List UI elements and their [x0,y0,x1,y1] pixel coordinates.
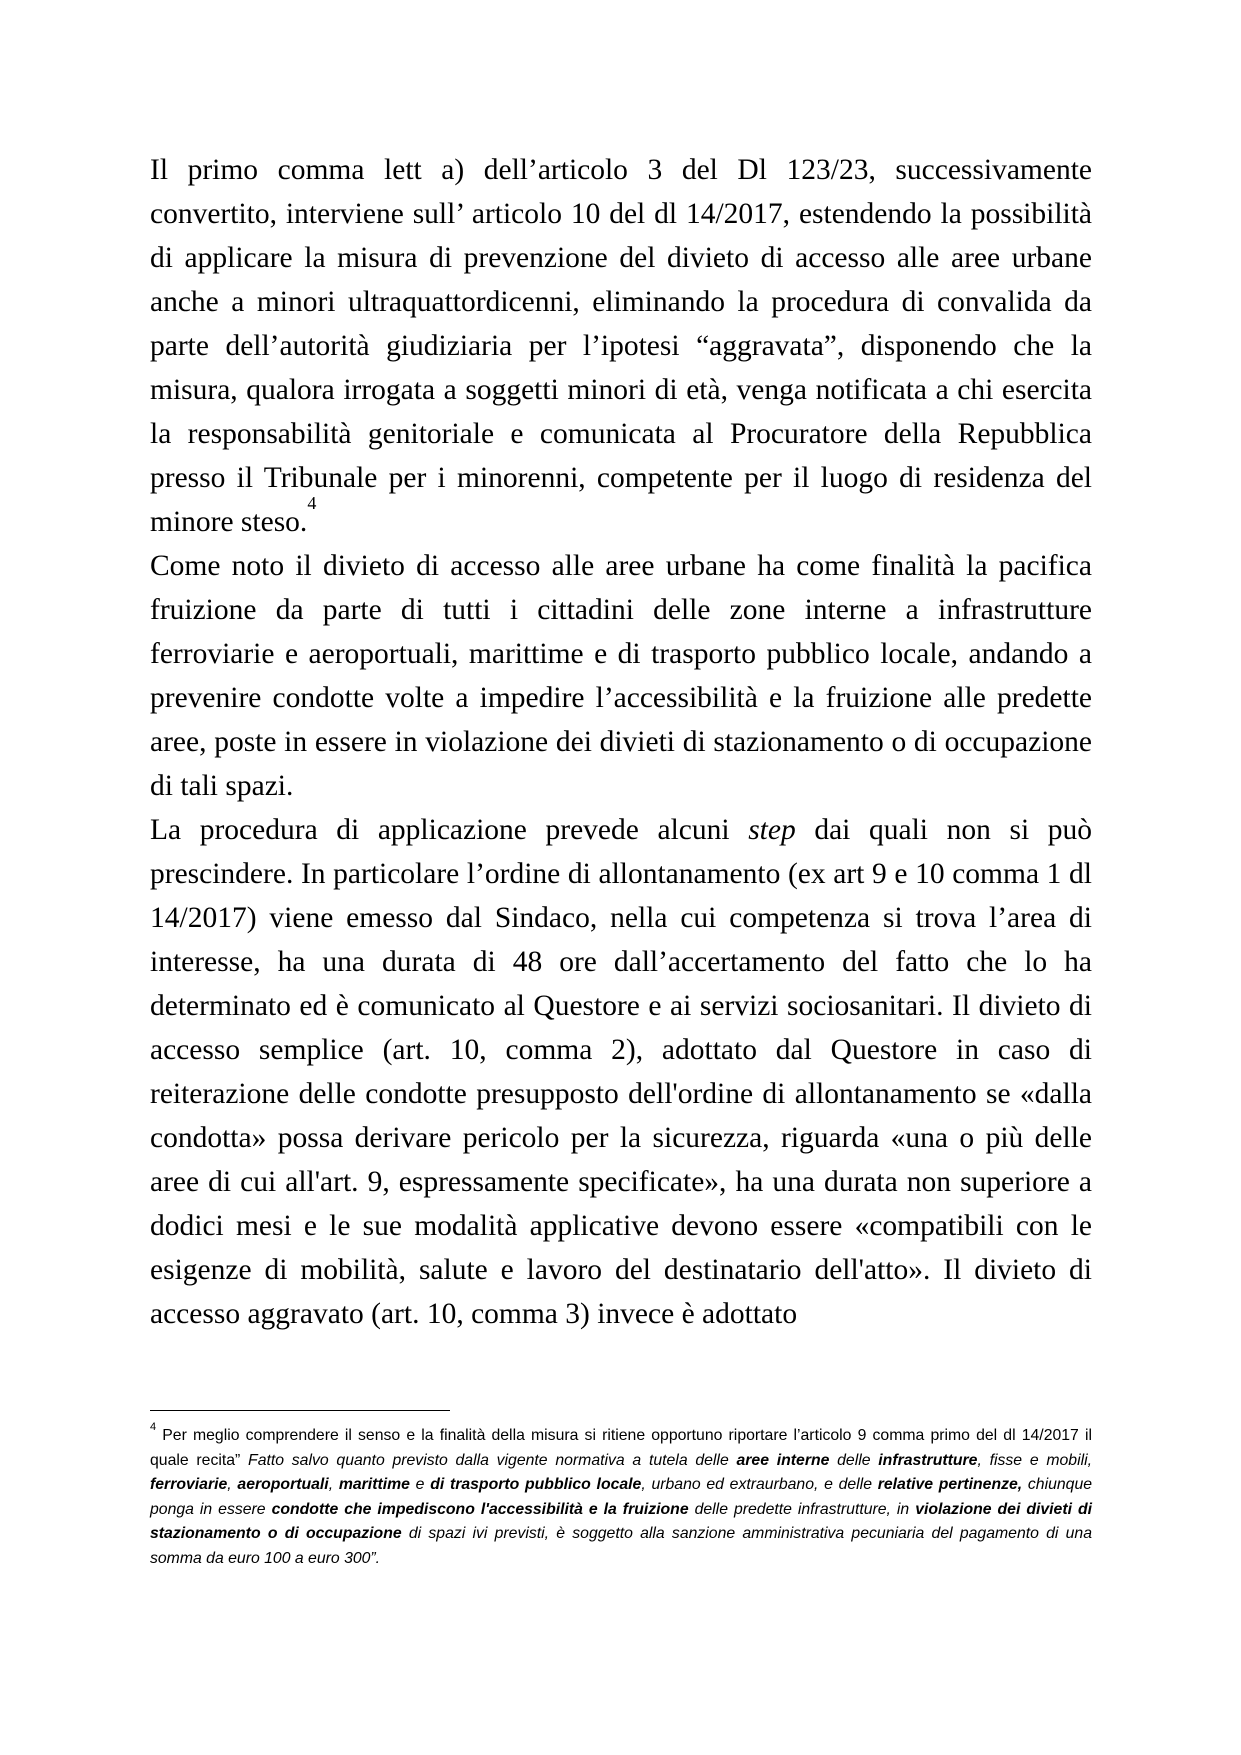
footnote-number: 4 [150,1421,157,1433]
paragraph-2: Come noto il divieto di accesso alle aree urbane ha come finalità la pacifica fruizione da parte di tutti i cittadini delle zone interne a infrastrutture ferroviarie e aeroportuali, marittime e di trasporto pubblico locale, andando a prevenire condotte volte a impedire l’accessibilità e la fruizione alle predette aree, poste in essere in violazione dei divieti di stazionamento o di occupazione di tali spazi. [150,550,1092,802]
footnote-separator [150,1410,450,1411]
paragraph-3-text-a: La procedura di applicazione prevede alcuni [150,814,749,846]
paragraph-3-step: step [748,814,796,846]
body-text [150,148,1092,1336]
footnote-intro: Per meglio comprendere il senso e la finalità della misura si ritiene opportuno riportare l’articolo 9 comma primo del dl 14/2017 il quale recita” [150,1427,1092,1469]
paragraph-1-text: Il primo comma lett a) dell’articolo 3 del Dl 123/23, successivamente convertito, interviene sull’ articolo 10 del dl 14/2017, estendendo la possibilità di applicare la misura di prevenzione del divieto di accesso alle aree urbane anche a minori ultraquattordicenni, eliminando la procedura di convalida da parte dell’autorità giudiziaria per l’ipotesi “aggravata”, disponendo che la misura, qualora irrogata a soggetti minori di età, venga notificata a chi esercita la responsabilità genitoriale e comunicata al Procuratore della Repubblica presso il Tribunale per i minorenni, competente per il luogo di residenza del minore steso. [150,154,1092,538]
paragraph-3-text-b: dai quali non si può prescindere. In particolare l’ordine di allontanamento (ex art 9 e 10 comma 1 dl 14/2017) viene emesso dal Sindaco, nella cui competenza si trova l’area di interesse, ha una durata di 48 ore dall’accertamento del fatto che lo ha determinato ed è comunicato al Questore e ai servizi sociosanitari. Il divieto di accesso semplice (art. 10, comma 2), adottato dal Questore in caso di reiterazione delle condotte presupposto dell'ordine di allontanamento se «dalla condotta» possa derivare pericolo per la sicurezza, riguarda «una o più delle aree di cui all'art. 9, espressamente specificate», ha una durata non superiore a dodici mesi e le sue modalità applicative devono essere «compatibili con le esigenze di mobilità, salute e lavoro del destinatario dell'atto». Il divieto di accesso aggravato (art. 10, comma 3) invece è adottato [150,814,1093,1330]
footnote [150,1421,1093,1571]
footnote-reference[interactable]: 4 [307,493,317,513]
paragraph-3 [150,808,1092,1336]
footnote-quote: Fatto salvo quanto previsto dalla vigente normativa a tutela delle aree interne delle infrastrutture, fisse e mobili, ferroviarie, aeroportuali, marittime e di trasporto pubblico locale, urbano ed extraurbano, e delle relative pertinenze, chiunque ponga in essere condotte che impediscono l'accessibilità e la fruizione delle predette infrastrutture, in violazione dei divieti di stazionamento o di occupazione di spazi ivi previsti, è soggetto alla sanzione amministrativa pecuniaria del pagamento di una somma da euro 100 a euro 300”. [150,1451,1093,1567]
paragraph-1 [150,148,1092,544]
